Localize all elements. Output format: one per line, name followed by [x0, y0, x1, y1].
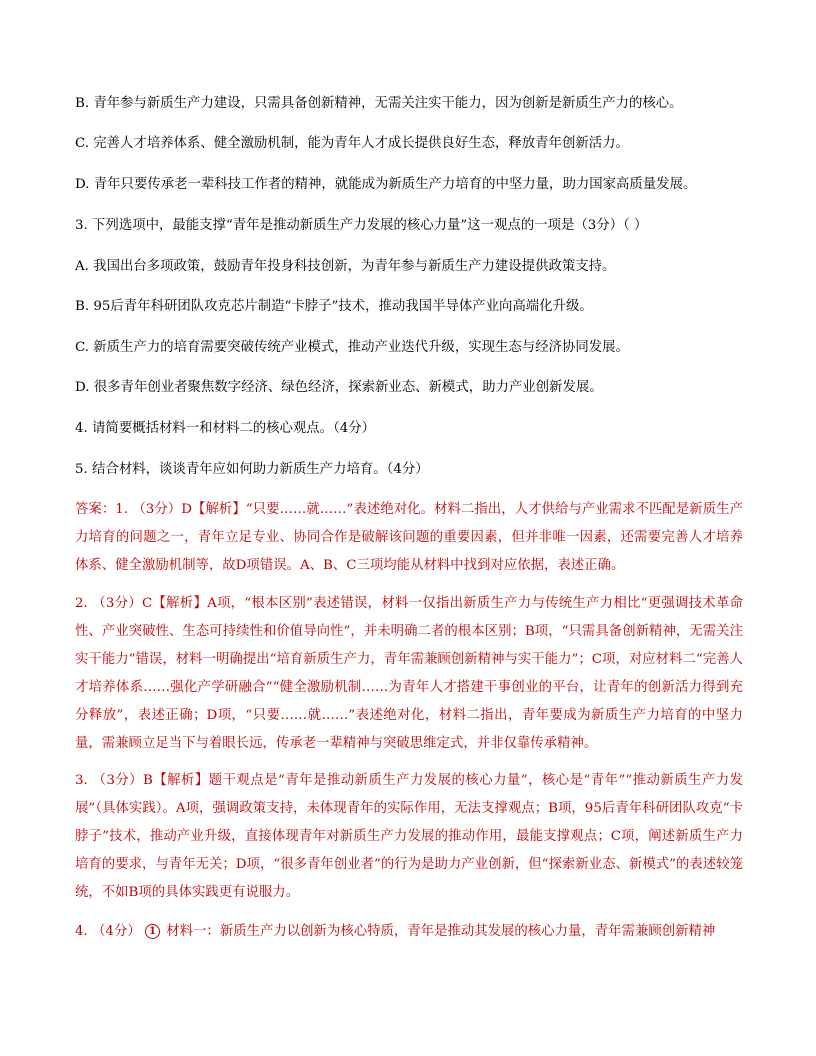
answer-4-text: 材料一：新质生产力以创新为核心特质，青年是推动其发展的核心力量，青年需兼顾创新精神 [166, 924, 716, 939]
option-3a: A. 我国出台多项政策，鼓励青年投身科技创新，为青年参与新质生产力建设提供政策支持。 [75, 259, 616, 274]
question-5: 5. 结合材料，谈谈青年应如何助力新质生产力培育。（4分） [75, 462, 429, 477]
option-2c: C. 完善人才培养体系、健全激励机制，能为青年人才成长提供良好生态，释放青年创新活力。 [75, 136, 629, 151]
question-4: 4. 请简要概括材料一和材料二的核心观点。（4分） [75, 421, 376, 436]
answer-4-prefix: 4. （4分） [75, 924, 141, 939]
answer-3: 3. （3分）B【解析】题干观点是“青年是推动新质生产力发展的核心力量”，核心是“青年”“推动新质生产力发展”（具体实践）。A项，强调政策支持，未体现青年的实际作用，无法支撑观点；B项，95后青年科研团队攻克“卡脖子”技术，推动产业升级，直接体现青年对新质生产力发展的推动作用，最能支撑观点；C项，阐述新质生产力培育的要求，与青年无关；D项，“很多青年创业者”的行为是助力产业创新，但“探索新业态、新模式”的表述较笼统，不如B项的具体实践更有说服力。 [75, 773, 743, 900]
circled-number-icon: 1 [145, 924, 160, 939]
option-3d: D. 很多青年创业者聚焦数字经济、绿色经济，探索新业态、新模式，助力产业创新发展。 [75, 380, 603, 395]
answer-2: 2. （3分）C【解析】A项，“根本区别”表述错误，材料一仅指出新质生产力与传统生产力相比“更强调技术革命性、产业突破性、生态可持续性和价值导向性”，并未明确二者的根本区别；B项，“只需具备创新精神，无需关注实干能力”错误，材料一明确提出“培育新质生产力，青年需兼顾创新精神与实干能力”；C项，对应材料二“完善人才培养体系……强化产学研融合”“健全激励机制……为青年人才搭建干事创业的平台，让青年的创新活力得到充分释放”，表述正确；D项，“只要……就……”表述绝对化，材料二指出，青年要成为新质生产力培育的中坚力量，需兼顾立足当下与着眼长远，传承老一辈精神与突破思维定式，并非仅靠传承精神。 [75, 596, 743, 751]
option-3c: C. 新质生产力的培育需要突破传统产业模式，推动产业迭代升级，实现生态与经济协同发展。 [75, 340, 629, 355]
answer-4 [75, 918, 743, 946]
option-3b: B. 95后青年科研团队攻克芯片制造“卡脖子”技术，推动我国半导体产业向高端化升级。 [75, 299, 593, 314]
answer-1: 答案：1. （3分）D【解析】“只要……就……”表述绝对化。材料二指出，人才供给与产业需求不匹配是新质生产力培育的问题之一，青年立足专业、协同合作是破解该问题的重要因素，但并非唯一因素，还需要完善人才培养体系、健全激励机制等，故D项错误。A、B、C三项均能从材料中找到对应依据，表述正确。 [75, 502, 743, 573]
question-3: 3. 下列选项中，最能支撑“青年是推动新质生产力发展的核心力量”这一观点的一项是（3分）（ ） [75, 218, 648, 233]
option-2d: D. 青年只要传承老一辈科技工作者的精神，就能成为新质生产力培育的中坚力量，助力国家高质量发展。 [75, 177, 697, 192]
option-2b: B. 青年参与新质生产力建设，只需具备创新精神，无需关注实干能力，因为创新是新质生产力的核心。 [75, 96, 683, 111]
